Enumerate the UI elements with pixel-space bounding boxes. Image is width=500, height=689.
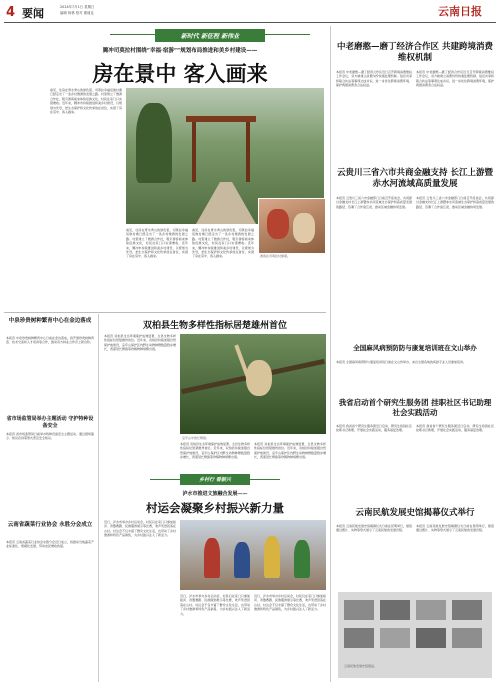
date-line: 2024年7月1日 星期日 <box>60 5 95 9</box>
brief3-body: 本报讯 云南省蔬菜行业协会永胜分会近日成立，将推动当地蔬菜产业标准化、规模化发展，带动农民增收致富。 <box>6 540 94 549</box>
sidebar-mid-body: 本报讯 云贵川三省六市金融部门日前召开座谈会，共同探讨金融支持长江上游暨赤水河流域生态保护和高质量发展的路径，签署了合作备忘录，推动区域金融协同发展。 <box>336 196 412 209</box>
sidebar-small3-body-2: 本报讯 云南民航发展史馆揭幕仪式日前在昆明举行，展馆通过图片、实物等形式展示了云南民航的发展历程。 <box>416 524 494 533</box>
rural-body-col1: 近日，泸水市举办乡村运动会，村民们在家门口参加拔河、背篓赛跑、民族服饰展示等比赛，欢声笑语回荡在山村。村运会不仅丰富了群众文化生活，也带动了乡村旅游和特色产品销售，为乡村振兴注入了新活力。 <box>104 520 176 538</box>
masthead <box>0 0 500 22</box>
sidebar-small2-headline: 我省启动首个研究生服务团 挂职社区书记助理社会实践活动 <box>338 398 492 417</box>
rural-banner <box>150 474 280 486</box>
masthead-rule <box>4 22 496 23</box>
left-briefs-rule <box>4 312 326 313</box>
gibbon-caption: 哀牢山中的长臂猿。 <box>182 436 210 440</box>
sidebar-small1-headline: 全国麻风病预防防与康复培训班在文山举办 <box>353 344 477 352</box>
brief1-body: 本报讯 中泉珍贵树种繁育中心日前在金边落成，将开展珍贵树种育苗、技术交流和人才培训等合作，推动双方林业合作迈上新台阶。 <box>6 336 94 345</box>
exhibit-caption: 云南民航发展史馆展品。 <box>344 664 378 668</box>
gibbon-shape <box>246 360 272 396</box>
rural-body-col3: 近日，泸水市举办乡村运动会，村民们在家门口参加拔河、背篓赛跑、民族服饰展示等比赛，欢声笑语回荡在山村。村运会不仅丰富了群众文化生活，也带动了乡村旅游和特色产品销售，为乡村振兴注入了新活力。 <box>254 594 326 612</box>
rural-photo <box>180 520 326 590</box>
brief3-headline: 云南省蔬菜行业协会 永胜分会成立 <box>7 522 93 528</box>
lead-banner <box>110 28 310 42</box>
lead-kicker: 腾冲司莫拉村围绕“幸福·宿游”“规划布局推进和美乡村建设—— <box>102 48 258 54</box>
page-number: 4 <box>6 5 16 20</box>
gibbon-body-col3: 本报讯 双柏县生态环境保护成效显著，全县生物多样性指标位居楚雄州首位。近年来，双柏县持续加强自然保护地建设，哀牢山保护区内野生动物种群数量稳步增长，西黑冠长臂猿等珍稀物种频繁出现。 <box>254 442 326 460</box>
sidebar-small1-body: 本报讯 全国麻风病预防与康复培训班日前在文山州举办，来自全国各地的疾控专业人员参加培训。 <box>336 360 466 364</box>
editor-line: 编辑 杨林 校对 康迪克 <box>60 11 94 15</box>
brief2-headline: 省市场监管局举办主题活动 守护特种设备安全 <box>6 416 94 429</box>
brief1-headline: 中泉珍贵树种繁育中心在金边落成 <box>8 318 92 324</box>
lead-headline: 房在景中 客入画来 <box>92 61 268 86</box>
tree-shape <box>136 103 172 183</box>
lead-inset-photo <box>258 198 326 254</box>
lead-body-col2: 看见，住房在青水秀山的绿色里，司莫拉幸福佤族村寨已经走出了一条乡村旅游的发展之路。村里建立了旅游合作社，吸引游客前来体验佤族文化，村民在家门口实现增收。近年来，腾冲市持续推进和美乡村建设，以规划为先导，把生态保护和文化传承放在首位，实现了房在景中、客入画来。 <box>126 228 188 259</box>
rural-headline: 村运会凝聚乡村振兴新力量 <box>146 501 284 515</box>
lead-body-col3: 看见，住房在青水秀山的绿色里，司莫拉幸福佤族村寨已经走出了一条乡村旅游的发展之路。村里建立了旅游合作社，吸引游客前来体验佤族文化，村民在家门口实现增收。近年来，腾冲市持续推进和美乡村建设，以规划为先导，把生态保护和文化传承放在首位，实现了房在景中、客入画来。 <box>192 228 254 259</box>
paper-logo: 云南日报 <box>438 5 482 18</box>
sidebar-mid-body-2: 本报讯 云贵川三省六市金融部门日前召开座谈会，共同探讨金融支持长江上游暨赤水河流域生态保护和高质量发展的路径，签署了合作备忘录，推动区域金融协同发展。 <box>416 196 494 209</box>
lead-body-col1: 看见，住房在青水秀山的绿色里，司莫拉幸福佤族村寨已经走出了一条乡村旅游的发展之路。村里建立了旅游合作社，吸引游客前来体验佤族文化，村民在家门口实现增收。近年来，腾冲市持续推进和美乡村建设，以规划为先导，把生态保护和文化传承放在首位，实现了房在景中、客入画来。 <box>50 88 122 115</box>
rural-kicker: 泸水市推进文旅融合发展—— <box>182 491 248 497</box>
sidebar-top-headline: 中老磨憨—磨丁经济合作区 共建跨境消费维权机制 <box>337 42 493 63</box>
path-shape <box>196 182 256 224</box>
rural-banner-text: 乡村行 看振兴 <box>180 474 250 485</box>
sidebar-top-body-2: 本报讯 中老磨憨—磨丁经济合作区近日召开跨境消费维权工作会议，双方就建立消费纠纷快速处理机制、信息共享和联合执法等事项达成共识，进一步优化跨境消费环境，保护两国消费者合法权益。 <box>416 70 494 88</box>
lead-caption: 游客在司莫拉村参观。 <box>260 254 291 258</box>
exhibit-photo <box>338 592 492 678</box>
sidebar-top-body: 本报讯 中老磨憨—磨丁经济合作区近日召开跨境消费维权工作会议，双方就建立消费纠纷快速处理机制、信息共享和联合执法等事项达成共识，进一步优化跨境消费环境，保护两国消费者合法权益。 <box>336 70 412 88</box>
sidebar-small3-headline: 云南民航发展史馆揭幕仪式举行 <box>355 508 475 518</box>
section-name: 要闻 <box>22 7 44 20</box>
brief2-body: 本报讯 省市场监管局日前举办特种设备安全主题活动，通过现场演示、知识宣讲等形式普及安全知识。 <box>6 432 94 441</box>
rural-body-col2: 近日，泸水市举办乡村运动会，村民们在家门口参加拔河、背篓赛跑、民族服饰展示等比赛，欢声笑语回荡在山村。村运会不仅丰富了群众文化生活，也带动了乡村旅游和特色产品销售，为乡村振兴注入了新活力。 <box>180 594 250 616</box>
gibbon-headline: 双柏县生物多样性指标居楚雄州首位 <box>142 321 287 331</box>
sidebar-small2-body: 本报讯 我省首个研究生服务团近日启动，研究生将到社区挂职书记助理，开展社会实践活动，服务基层治理。 <box>336 424 412 433</box>
sidebar-divider <box>330 26 331 682</box>
gibbon-photo <box>180 334 326 434</box>
left-divider <box>98 314 99 682</box>
gibbon-body-col1: 本报讯 双柏县生态环境保护成效显著，全县生物多样性指标位居楚雄州首位。近年来，双柏县持续加强自然保护地建设，哀牢山保护区内野生动物种群数量稳步增长，西黑冠长臂猿等珍稀物种频繁出现。 <box>104 334 176 352</box>
athlete-shape <box>204 538 220 578</box>
lead-banner-text: 新时代 新征程 新伟业 <box>155 29 265 42</box>
sidebar-small3-body: 本报讯 云南民航发展史馆揭幕仪式日前在昆明举行，展馆通过图片、实物等形式展示了云南民航的发展历程。 <box>336 524 412 533</box>
gibbon-body-col2: 本报讯 双柏县生态环境保护成效显著，全县生物多样性指标位居楚雄州首位。近年来，双柏县持续加强自然保护地建设，哀牢山保护区内野生动物种群数量稳步增长，西黑冠长臂猿等珍稀物种频繁出现。 <box>180 442 250 460</box>
sidebar-small2-body-2: 本报讯 我省首个研究生服务团近日启动，研究生将到社区挂职书记助理，开展社会实践活动，服务基层治理。 <box>416 424 494 433</box>
sidebar-mid-headline: 云贵川三省六市共商金融支持 长江上游暨赤水河流域高质量发展 <box>337 168 493 189</box>
